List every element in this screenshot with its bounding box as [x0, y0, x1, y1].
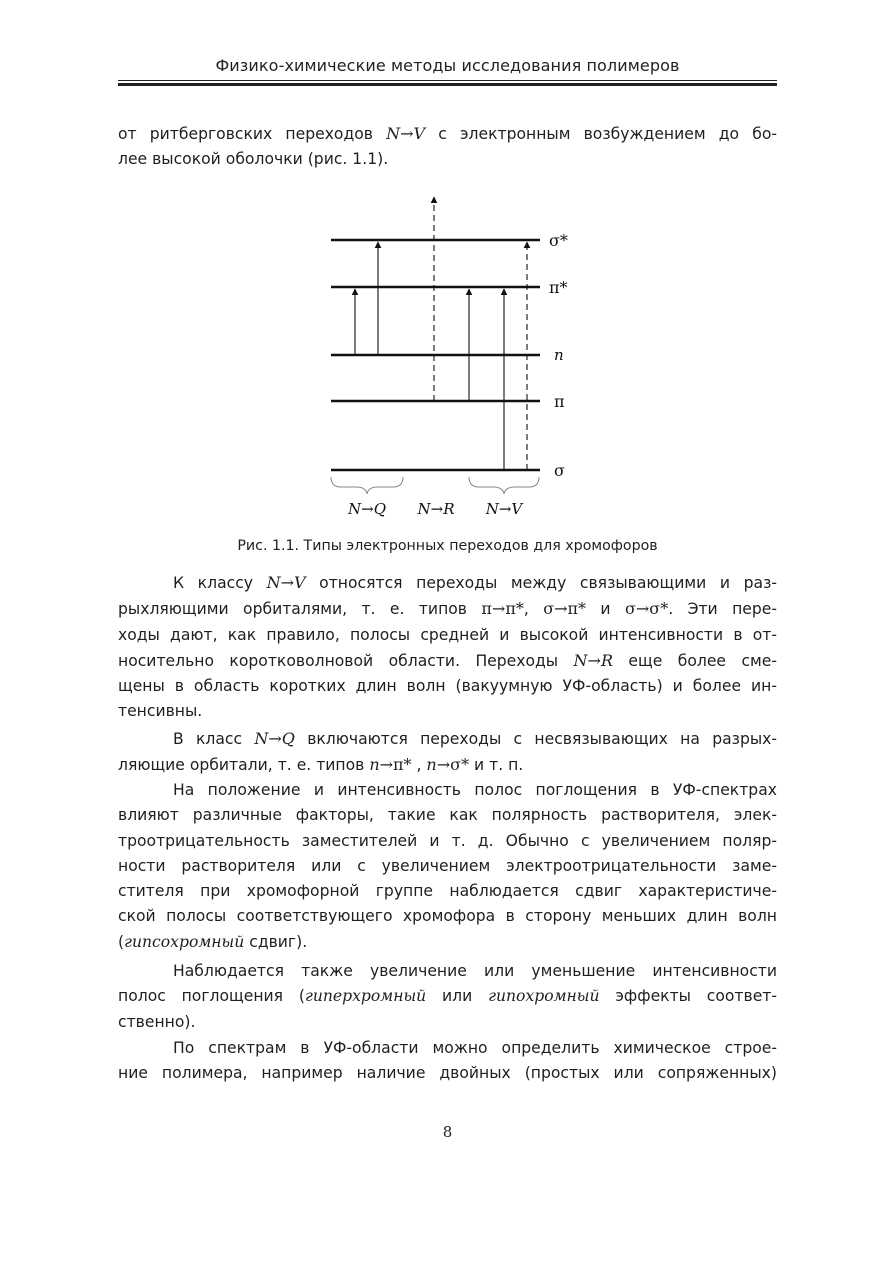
header-rule-thick [118, 83, 777, 86]
level-label-pi: π [554, 392, 565, 411]
running-header: Физико-химические методы исследования полимеров [215, 56, 680, 75]
text-line: щены в область коротких длин волн (вакуумную УФ-область) и более ин- [118, 677, 777, 696]
text-line: рыхляющими орбиталями, т. е. типов π→π*, σ→π* и σ→σ*. Эти пере- [118, 599, 777, 619]
text-line: полос поглощения (гиперхромный или гипохромный эффекты соответ- [118, 987, 778, 1006]
text-line: носительно коротковолновой области. Переходы N→R еще более сме- [118, 650, 778, 670]
paragraph-spectra [118, 1036, 777, 1087]
header-rule-thin [118, 80, 777, 81]
text-line: ляющие орбитали, т. е. типов n→π* , n→σ* и т. п. [118, 755, 524, 775]
text-line: от ритберговских переходов N→V с электронным возбуждением до бо- [118, 124, 777, 143]
text-line: По спектрам в УФ-области можно определить химическое строе- [173, 1039, 777, 1057]
intro-paragraph [118, 121, 777, 173]
text-line: ности растворителя или с увеличением электроотрицательности заме- [118, 856, 777, 875]
text-line: троотрицательность заместителей и т. д. Обычно с увеличением поляр- [118, 831, 777, 850]
text-line: ходы дают, как правило, полосы средней и высокой интенсивности в от- [118, 625, 777, 644]
paragraph-nq [118, 726, 777, 779]
paragraph-factors [118, 778, 777, 955]
text-line: На положение и интенсивность полос поглощения в УФ-спектрах [173, 781, 777, 799]
text-line: ственно). [118, 1012, 196, 1031]
text-line: влияют различные факторы, такие как полярность растворителя, элек- [118, 806, 777, 825]
figure-caption: Рис. 1.1. Типы электронных переходов для хромофоров [237, 538, 658, 554]
brace-n-to-v [469, 477, 539, 494]
group-label-n-to-q: N→Q [348, 500, 386, 518]
text-line: тенсивны. [118, 702, 203, 721]
paragraph-nv [118, 570, 777, 725]
group-label-n-to-r: N→R [417, 500, 455, 518]
energy-level-diagram [300, 185, 600, 525]
level-label-pi-star: π* [549, 278, 568, 297]
paragraph-intensity [118, 959, 777, 1035]
text-line: В класс N→Q включаются переходы с несвязывающих на разрых- [173, 729, 778, 748]
level-label-sigma: σ [554, 461, 565, 480]
text-line: ской полосы соответствующего хромофора в сторону меньших длин волн [118, 907, 777, 926]
level-label-n: n [554, 346, 564, 364]
level-label-sigma-star: σ* [549, 231, 568, 250]
text-line: лее высокой оболочки (рис. 1.1). [118, 150, 389, 169]
brace-n-to-q [331, 477, 403, 494]
text-line: стителя при хромофорной группе наблюдается сдвиг характеристиче- [118, 882, 777, 901]
text-line: Наблюдается также увеличение или уменьшение интенсивности [173, 962, 777, 980]
text-line: (гипсохромный сдвиг). [118, 932, 308, 951]
page-number: 8 [442, 1123, 453, 1141]
text-line: ние полимера, например наличие двойных (простых или сопряженных) [118, 1064, 777, 1083]
group-label-n-to-v: N→V [485, 500, 523, 518]
text-line: К классу N→V относятся переходы между связывающими и раз- [173, 573, 777, 592]
